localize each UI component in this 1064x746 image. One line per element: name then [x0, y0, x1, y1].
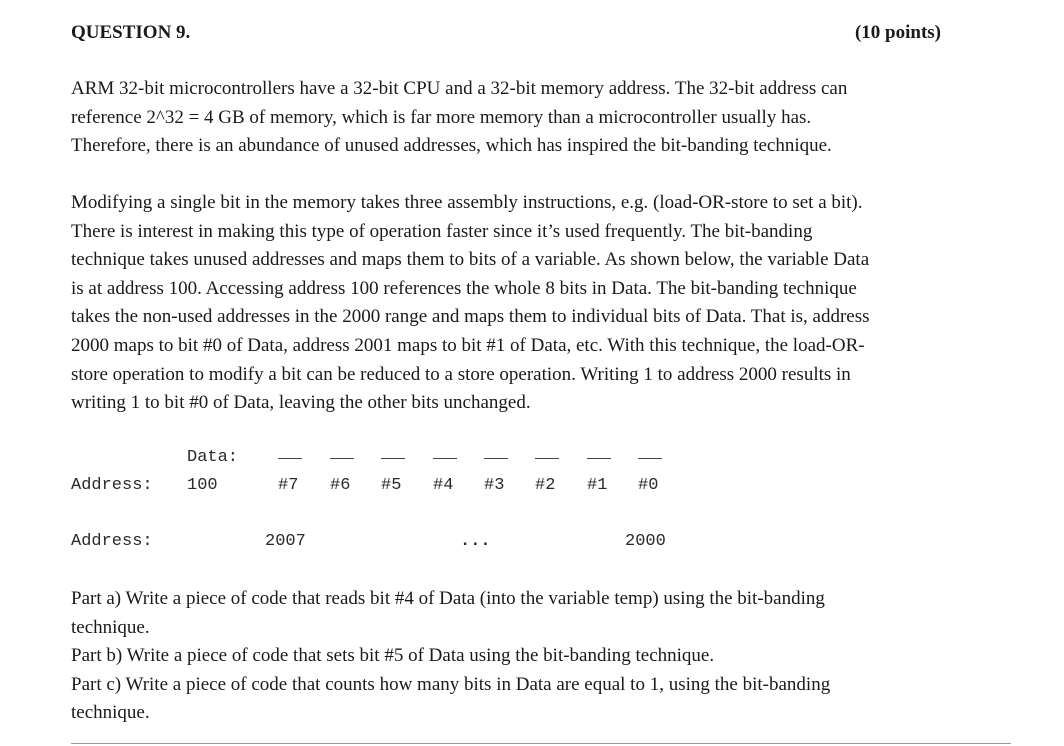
bit-slot-line [638, 458, 662, 459]
part-line: technique. [71, 616, 150, 638]
question-points: (10 points) [854, 22, 941, 43]
bit-slot-line [330, 458, 354, 459]
data-label: Data: [187, 448, 239, 467]
paragraph-line: ARM 32-bit microcontrollers have a 32-bit CPU and a 32-bit memory address. The 32-bit address can [71, 78, 848, 99]
bit-slot-line [587, 458, 611, 459]
bit-label: #7 [278, 476, 299, 495]
question-title: QUESTION 9. [71, 22, 191, 43]
paragraph-line: writing 1 to bit #0 of Data, leaving the other bits unchanged. [71, 392, 531, 414]
paragraph-line: store operation to modify a bit can be reduced to a store operation. Writing 1 to address 2000 results in [71, 363, 851, 385]
bit-label: #4 [433, 476, 454, 495]
address-ellipsis: ... [460, 532, 491, 551]
paragraph-line: technique takes unused addresses and maps them to bits of a variable. As shown below, the variable Data [71, 249, 870, 271]
bit-slot-line [484, 458, 508, 459]
paragraph-line: Therefore, there is an abundance of unused addresses, which has inspired the bit-banding technique. [71, 135, 832, 157]
bit-label: #1 [587, 476, 608, 495]
bit-label: #0 [638, 476, 659, 495]
paragraph-line: Modifying a single bit in the memory takes three assembly instructions, e.g. (load-OR-store to set a bit). [71, 192, 863, 213]
paragraph-line: There is interest in making this type of operation faster since it’s used frequently. The bit-banding [71, 220, 813, 242]
address-high-value: 2007 [265, 532, 306, 551]
bottom-divider [71, 743, 1011, 744]
part-line: Part b) Write a piece of code that sets bit #5 of Data using the bit-banding technique. [71, 645, 715, 667]
part-line: technique. [71, 702, 150, 724]
paragraph-line: 2000 maps to bit #0 of Data, address 2001 maps to bit #1 of Data, etc. With this technique, the load-OR- [71, 334, 865, 356]
intro-paragraph [71, 75, 983, 161]
part-line: Part a) Write a piece of code that reads bit #4 of Data (into the variable temp) using the bit-banding [71, 588, 825, 609]
part-line: Part c) Write a piece of code that counts how many bits in Data are equal to 1, using the bit-banding [71, 673, 831, 695]
question-parts [71, 585, 983, 728]
paragraph-line: is at address 100. Accessing address 100 references the whole 8 bits in Data. The bit-banding technique [71, 277, 857, 299]
address-low-value: 2000 [625, 532, 666, 551]
paragraph-line: reference 2^32 = 4 GB of memory, which is far more memory than a microcontroller usually has. [71, 106, 812, 128]
data-address-value: 100 [187, 476, 218, 495]
address-label-2: Address: [71, 532, 153, 551]
paragraph-line: takes the non-used addresses in the 2000 range and maps them to individual bits of Data. That is, address [71, 306, 870, 328]
technique-paragraph [71, 189, 983, 418]
bit-slot-line [535, 458, 559, 459]
address-label: Address: [71, 476, 153, 495]
bit-label: #5 [381, 476, 402, 495]
bit-slot-line [381, 458, 405, 459]
bit-label: #2 [535, 476, 556, 495]
bit-label: #3 [484, 476, 505, 495]
bit-label: #6 [330, 476, 351, 495]
bit-slot-line [278, 458, 302, 459]
bit-slot-line [433, 458, 457, 459]
